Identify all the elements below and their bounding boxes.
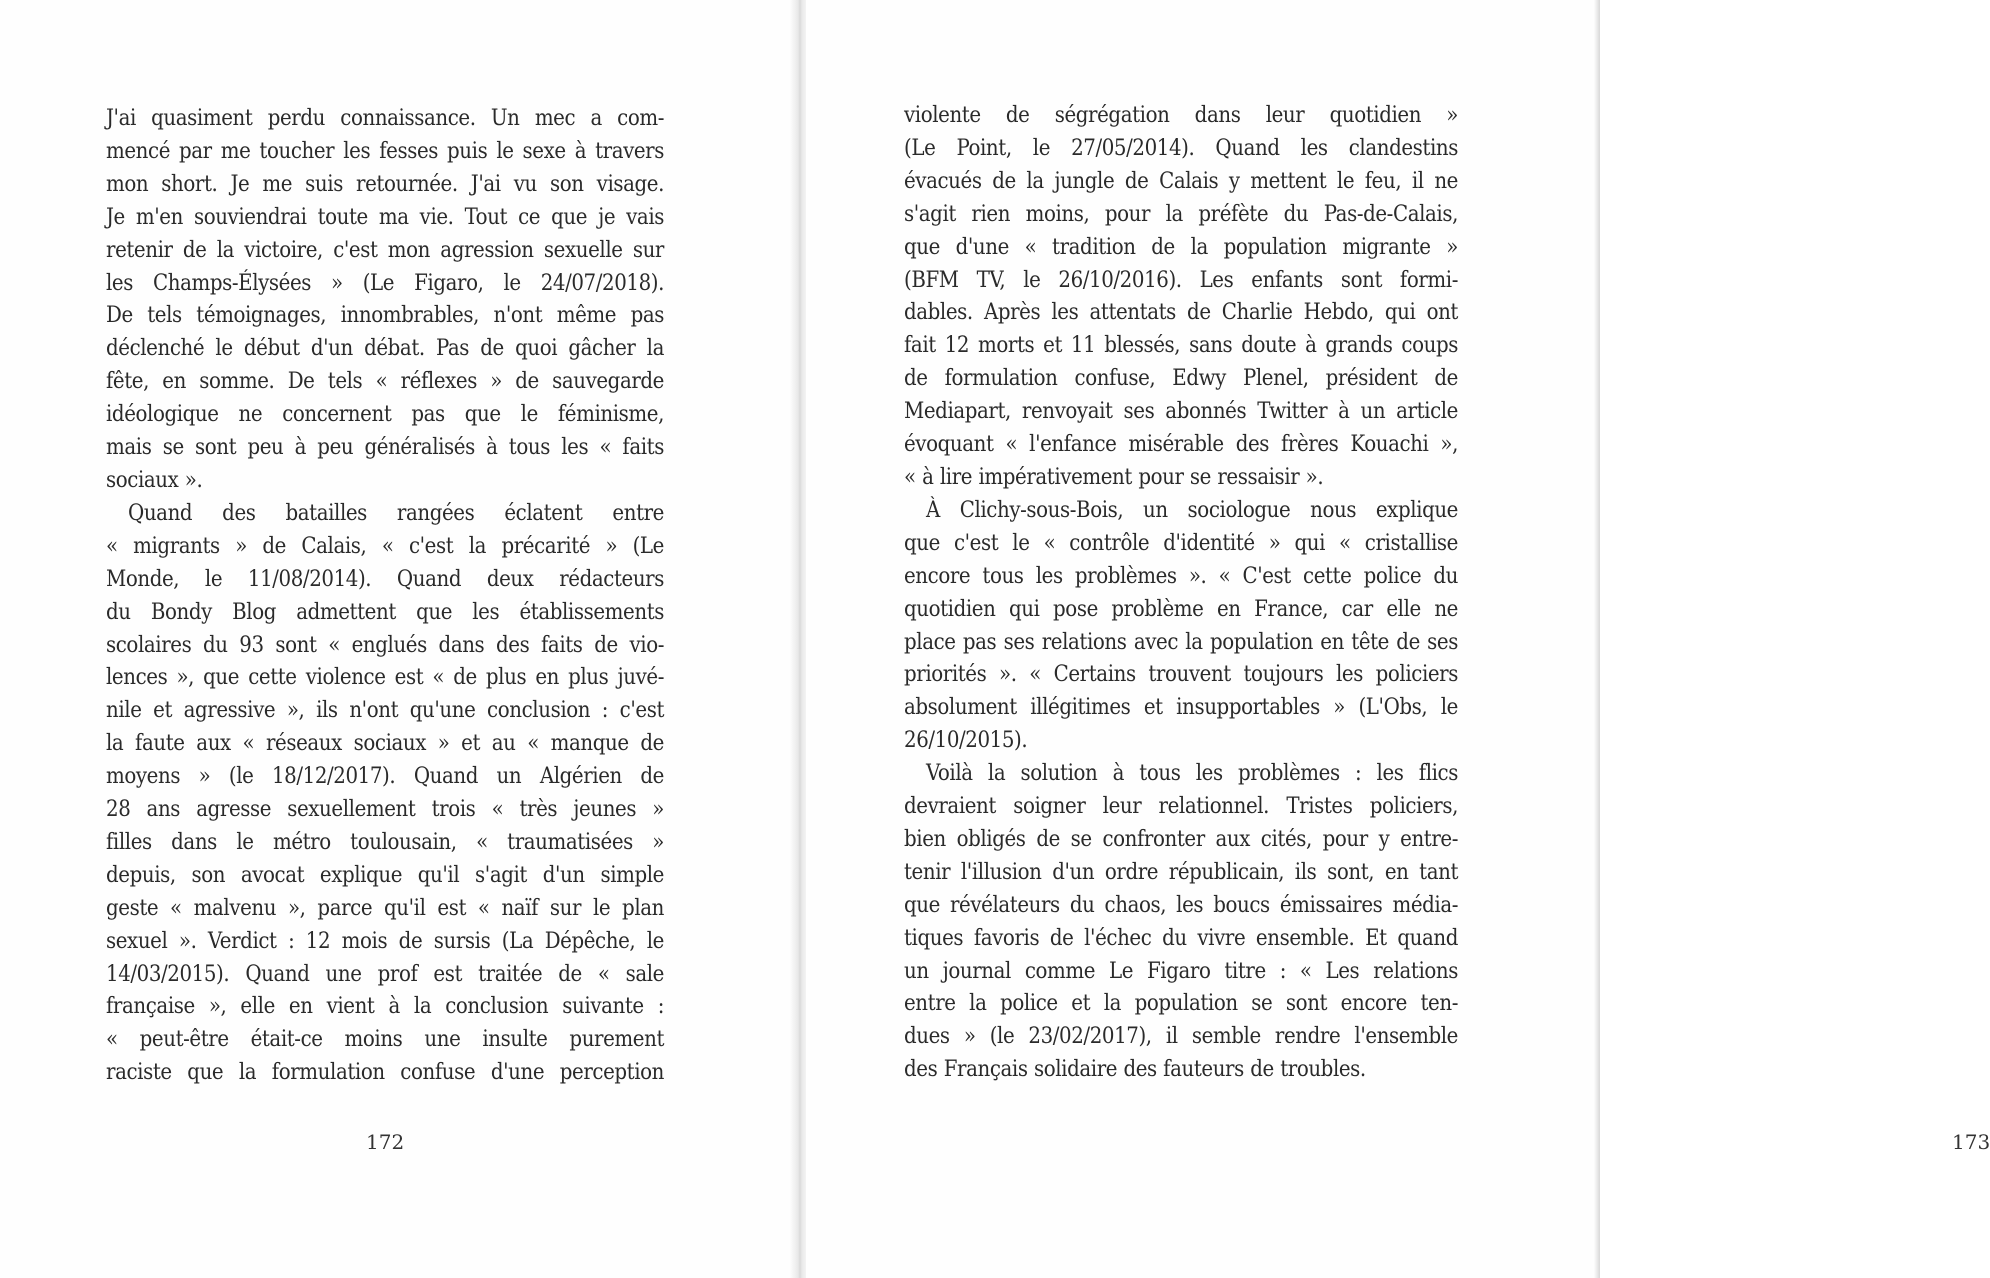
text-line: mencé par me toucher les fesses puis le sexe à travers: [106, 138, 664, 164]
text-line: place pas ses relations avec la population en tête de ses: [904, 629, 1458, 655]
text-line: « peut-être était-ce moins une insulte purement: [106, 1027, 664, 1053]
text-line: tiques favoris de l'échec du vivre ensemble. Et quand: [904, 925, 1458, 951]
text-line: déclenché le début d'un débat. Pas de quoi gâcher la: [106, 336, 664, 362]
text-line: absolument illégitimes et insupportables » (L'Obs, le: [904, 695, 1458, 721]
text-line: À Clichy-sous-Bois, un sociologue nous explique: [926, 497, 1458, 523]
text-line: sociaux ».: [106, 467, 203, 493]
page-edge: [1594, 0, 1600, 1278]
text-line: mais se sont peu à peu généralisés à tous les « faits: [106, 435, 664, 461]
text-line: tenir l'illusion d'un ordre républicain, ils sont, en tant: [904, 859, 1458, 885]
text-line: sexuel ». Verdict : 12 mois de sursis (La Dépêche, le: [106, 928, 664, 954]
text-line: que d'une « tradition de la population migrante »: [904, 234, 1458, 260]
text-line: que révélateurs du chaos, les boucs émissaires média-: [904, 892, 1458, 918]
text-line: scolaires du 93 sont « englués dans des faits de vio-: [106, 632, 664, 658]
text-line: (BFM TV, le 26/10/2016). Les enfants sont formi-: [904, 267, 1458, 293]
text-line: que c'est le « contrôle d'identité » qui « cristallise: [904, 530, 1458, 556]
text-line: un journal comme Le Figaro titre : « Les relations: [904, 958, 1458, 984]
text-line: les Champs-Élysées » (Le Figaro, le 24/07/2018).: [106, 270, 664, 296]
text-line: Voilà la solution à tous les problèmes : les flics: [926, 761, 1458, 787]
text-line: encore tous les problèmes ». « C'est cette police du: [904, 563, 1458, 589]
text-line: Mediapart, renvoyait ses abonnés Twitter à un article: [904, 399, 1458, 425]
left-page: [0, 0, 796, 1278]
text-line: 28 ans agresse sexuellement trois « très jeunes »: [106, 797, 664, 823]
text-line: dables. Après les attentats de Charlie Hebdo, qui ont: [904, 300, 1458, 326]
text-line: Quand des batailles rangées éclatent entre: [128, 500, 664, 526]
text-line: nile et agressive », ils n'ont qu'une conclusion : c'est: [106, 698, 664, 724]
text-line: raciste que la formulation confuse d'une perception: [106, 1060, 664, 1086]
text-line: la faute aux « réseaux sociaux » et au « manque de: [106, 731, 664, 757]
text-line: quotidien qui pose problème en France, car elle ne: [904, 596, 1458, 622]
text-line: « migrants » de Calais, « c'est la précarité » (Le: [106, 533, 664, 559]
text-line: du Bondy Blog admettent que les établissements: [106, 599, 664, 625]
text-line: (Le Point, le 27/05/2014). Quand les clandestins: [904, 135, 1458, 161]
text-line: filles dans le métro toulousain, « traumatisées »: [106, 829, 664, 855]
text-line: lences », que cette violence est « de plus en plus juvé-: [106, 665, 664, 691]
text-line: dues » (le 23/02/2017), il semble rendre l'ensemble: [904, 1024, 1458, 1050]
text-line: entre la police et la population se sont encore ten-: [904, 991, 1458, 1017]
text-line: retenir de la victoire, c'est mon agression sexuelle sur: [106, 237, 664, 263]
text-line: 26/10/2015).: [904, 728, 1028, 754]
text-line: 14/03/2015). Quand une prof est traitée de « sale: [106, 961, 664, 987]
text-line: Monde, le 11/08/2014). Quand deux rédacteurs: [106, 566, 664, 592]
text-line: des Français solidaire des fauteurs de troubles.: [904, 1057, 1366, 1083]
text-line: évacués de la jungle de Calais y mettent le feu, il ne: [904, 168, 1458, 194]
text-line: moyens » (le 18/12/2017). Quand un Algérien de: [106, 764, 664, 790]
text-line: évoquant « l'enfance misérable des frères Kouachi »,: [904, 432, 1458, 458]
text-line: priorités ». « Certains trouvent toujours les policiers: [904, 662, 1458, 688]
page-number: 173: [1952, 1130, 1990, 1154]
text-line: bien obligés de se confronter aux cités, pour y entre-: [904, 826, 1458, 852]
text-line: De tels témoignages, innombrables, n'ont même pas: [106, 303, 664, 329]
text-line: « à lire impérativement pour se ressaisir ».: [904, 464, 1324, 490]
text-line: depuis, son avocat explique qu'il s'agit d'un simple: [106, 862, 664, 888]
text-line: mon short. Je me suis retournée. J'ai vu son visage.: [106, 171, 664, 197]
right-page-text: [904, 100, 1458, 1087]
text-line: devraient soigner leur relationnel. Tristes policiers,: [904, 794, 1458, 820]
text-line: violente de ségrégation dans leur quotidien »: [904, 103, 1458, 128]
text-line: J'ai quasiment perdu connaissance. Un mec a com-: [106, 106, 664, 131]
text-line: de formulation confuse, Edwy Plenel, président de: [904, 366, 1458, 392]
text-line: s'agit rien moins, pour la préfète du Pas-de-Calais,: [904, 201, 1458, 227]
text-line: Je m'en souviendrai toute ma vie. Tout ce que je vais: [106, 204, 664, 230]
page-number: 172: [366, 1130, 405, 1154]
text-line: française », elle en vient à la conclusion suivante :: [106, 994, 664, 1020]
text-line: fête, en somme. De tels « réflexes » de sauvegarde: [106, 369, 664, 395]
text-line: geste « malvenu », parce qu'il est « naïf sur le plan: [106, 895, 664, 921]
text-line: fait 12 morts et 11 blessés, sans doute à grands coups: [904, 333, 1458, 359]
text-line: idéologique ne concernent pas que le féminisme,: [106, 402, 664, 428]
left-page-text: [106, 103, 664, 1090]
